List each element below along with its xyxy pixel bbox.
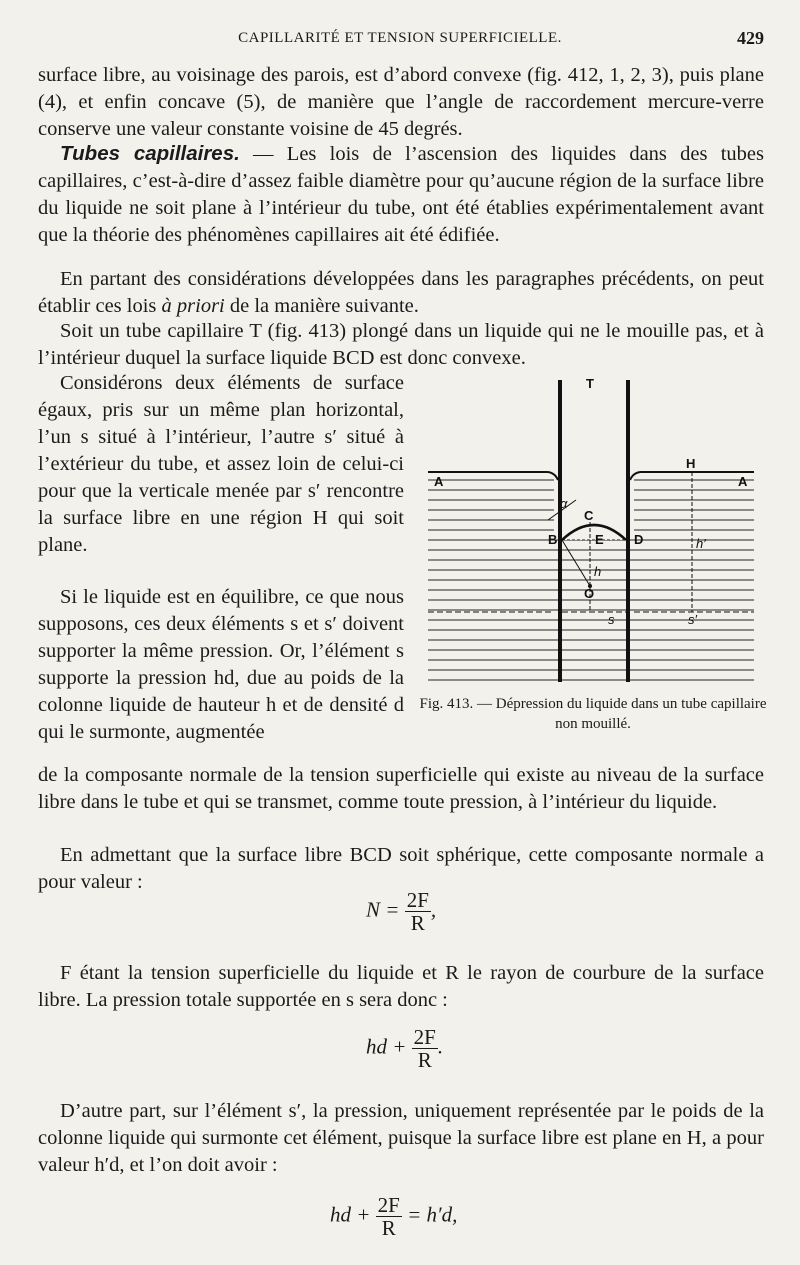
formula-2-numerator: 2F — [413, 1025, 436, 1049]
label-A-right: A — [738, 474, 748, 489]
radius-BO — [562, 540, 590, 586]
label-A-left: A — [434, 474, 444, 489]
section-heading: Tubes capillaires. — [60, 142, 240, 165]
formula-1-tail: , — [430, 897, 437, 922]
label-O: O — [584, 586, 595, 601]
paragraph-1: surface libre, au voisinage des parois, est d’abord convexe (fig. 412, 1, 2, 3), puis plane (4), et enfin concave (5), de manière que l’angle de raccordement mercure-verre conserve une valeur constante voisine de 45 degrés. — [38, 64, 764, 140]
label-T: T — [586, 376, 594, 391]
label-hprime: h′ — [696, 536, 706, 551]
paragraph-tubes-capillaires — [38, 140, 764, 249]
label-alpha: α — [560, 496, 568, 511]
label-E: E — [595, 532, 604, 547]
paragraph-5: Considérons deux éléments de surface égaux, pris sur un même plan horizontal, l’un s situé à l’intérieur, l’autre s′ situé à l’extérieur du tube, et assez loin de celui-ci pour que la verticale menée par s′ rencontre la surface libre en une région H qui soit plane. — [38, 372, 404, 556]
figure-caption: Fig. 413. — Dépression du liquide dans un tube capillaire non mouillé. — [419, 696, 767, 732]
formula-equilibrium — [330, 1194, 457, 1239]
tube-wall-left — [558, 380, 562, 682]
label-D: D — [634, 532, 644, 547]
paragraph-2-text: — Les lois de l’ascension des liquides dans des tubes capillaires, c’est-à-dire d’assez faible diamètre pour qu’aucune région de la surface libre du liquide ne soit plane à l’intérieur du tube, ont été établies expérimentalement avant que la théorie des phénomènes capillaires ait été édifiée. — [38, 143, 765, 246]
meniscus-outer-left — [548, 472, 558, 480]
formula-2-lhs: hd + — [366, 1034, 407, 1059]
formula-3-denominator: R — [381, 1216, 396, 1240]
paragraph-3-text-b: de la manière suivante. — [224, 295, 419, 317]
a-priori-italic: à priori — [161, 295, 225, 317]
paragraph-3 — [38, 266, 764, 320]
running-title: CAPILLARITÉ ET TENSION SUPERFICIELLE. — [238, 30, 562, 46]
label-C: C — [584, 508, 594, 523]
figure-413 — [424, 372, 760, 690]
page-number: 429 — [737, 28, 764, 48]
formula-3-numerator: 2F — [377, 1193, 400, 1217]
formula-2-tail: . — [437, 1034, 444, 1059]
formula-1-denominator: R — [410, 911, 425, 935]
paragraph-9: D’autre part, sur l’élément s′, la pression, uniquement représentée par le poids de la colonne liquide qui surmonte cet élément, puisque la surface libre est plane en H, a pour valeur h′d, et l’on doit avoir : — [38, 1100, 764, 1176]
paragraph-3-text-a: En partant des considérations développées dans les paragraphes précédents, on peut établir ces lois — [38, 268, 764, 317]
paragraph-8: F étant la tension superficielle du liquide et R le rayon de courbure de la surface libre. La pression totale supportée en s sera donc : — [38, 962, 764, 1011]
label-B: B — [548, 532, 558, 547]
paragraph-4: Soit un tube capillaire T (fig. 413) plongé dans un liquide qui ne le mouille pas, et à l’intérieur duquel la surface liquide BCD est donc convexe. — [38, 320, 764, 369]
label-s: s — [608, 612, 615, 627]
formula-3-lhs: hd + — [330, 1202, 371, 1227]
label-sprime: s′ — [688, 612, 697, 627]
paragraph-7: En admettant que la surface libre BCD soit sphérique, cette composante normale a pour valeur : — [38, 844, 764, 893]
formula-1-lhs: N = — [366, 897, 400, 922]
formula-3-tail: = h′d, — [407, 1202, 458, 1227]
tube-wall-right — [626, 380, 630, 682]
paragraph-6-continued: de la composante normale de la tension superficielle qui existe au niveau de la surface libre dans le tube et qui se transmet, comme toute pression, à l’intérieur du liquide. — [38, 764, 764, 813]
label-H: H — [686, 456, 696, 471]
label-h: h — [594, 564, 602, 579]
formula-2-fraction — [412, 1026, 438, 1071]
formula-total-pressure — [366, 1026, 443, 1071]
formula-normal-component — [366, 889, 436, 934]
running-header — [0, 30, 800, 52]
formula-1-numerator: 2F — [406, 888, 429, 912]
paragraph-6: Si le liquide est en équilibre, ce que nous supposons, ces deux éléments s et s′ doivent supporter la même pression. Or, l’élément s supporte la pression hd, due au poids de la colonne liquide de hauteur h et de densité d qui le surmonte, augmentée — [38, 586, 404, 743]
capillary-tube-diagram — [424, 372, 760, 690]
meniscus-outer-right — [630, 472, 640, 480]
formula-3-fraction — [376, 1194, 402, 1239]
formula-2-denominator: R — [417, 1048, 432, 1072]
formula-1-fraction — [405, 889, 431, 934]
